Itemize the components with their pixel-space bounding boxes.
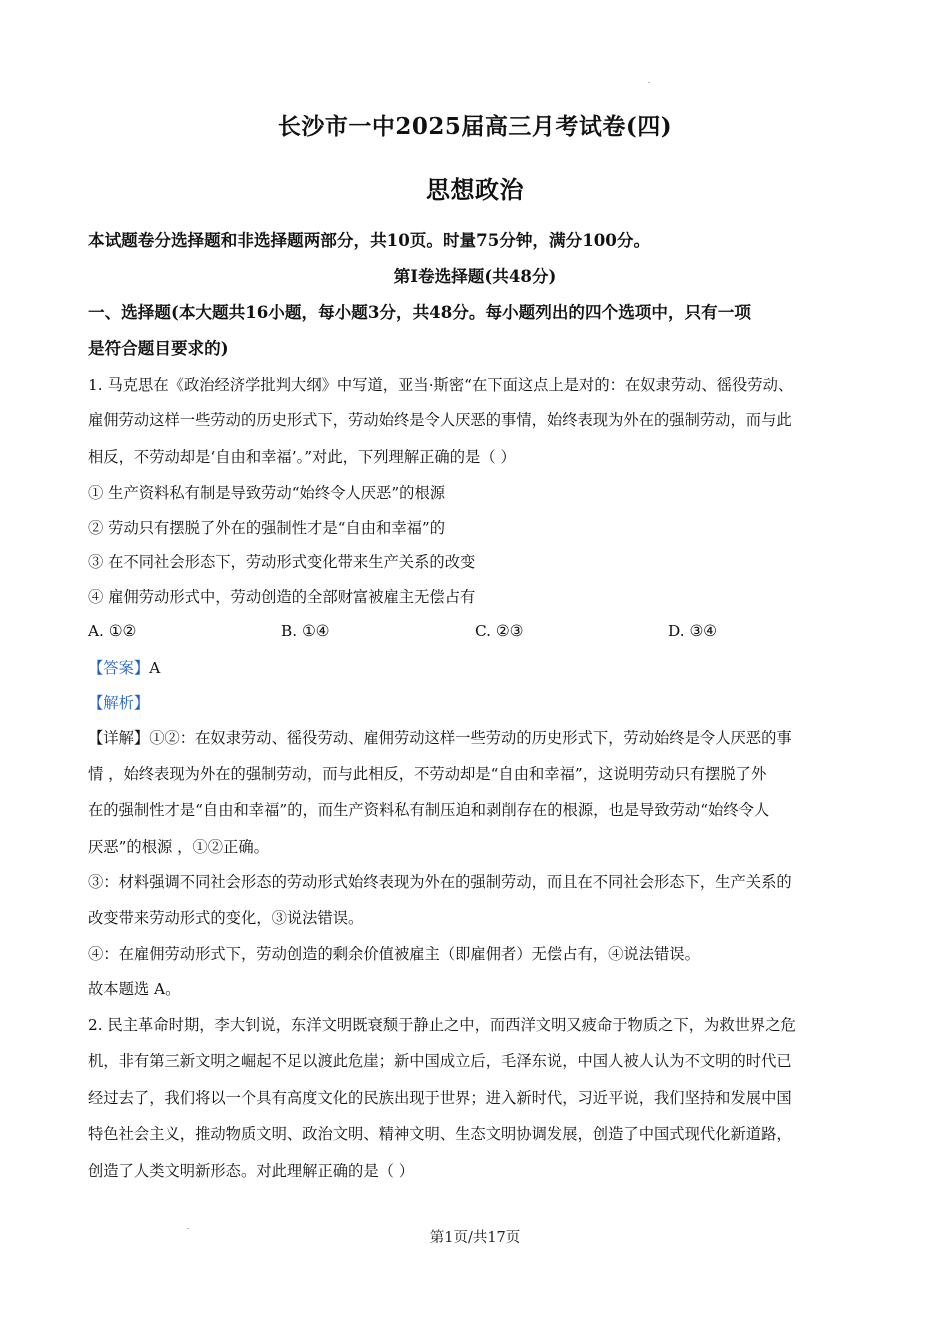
q1-statement: ① 生产资料私有制是导致劳动“始终令人厌恶”的根源 <box>88 484 446 502</box>
q1-statement: ④ 雇佣劳动形式中，劳动创造的全部财富被雇主无偿占有 <box>88 588 476 606</box>
q2-stem-line: 机，非有第三新文明之崛起不足以渡此危崖；新中国成立后，毛泽东说，中国人被人认为不文明的时代已 <box>88 1052 792 1070</box>
volume-title: 第Ⅰ卷选择题(共48分) <box>393 266 557 286</box>
scan-dot <box>648 82 650 83</box>
q1-detail-line: ③：材料强调不同社会形态的劳动形式始终表现为外在的强制劳动，而且在不同社会形态下，生产关系的 <box>88 873 792 891</box>
q2-stem-line: 2. 民主革命时期，李大钊说，东洋文明既衰颓于静止之中，而西洋文明又疲命于物质之下，为救世界之危 <box>88 1016 796 1034</box>
q2-stem-line: 特色社会主义，推动物质文明、政治文明、精神文明、生态文明协调发展，创造了中国式现代化新道路， <box>88 1125 792 1143</box>
section-heading-line1: 一、选择题(本大题共16小题，每小题3分，共48分。每小题列出的四个选项中，只有一项 <box>88 302 751 322</box>
q1-statement: ② 劳动只有摆脱了外在的强制性才是“自由和幸福”的 <box>88 519 446 537</box>
q1-option-d: D. ③④ <box>668 622 717 640</box>
q1-detail-line: 改变带来劳动形式的变化，③说法错误。 <box>88 909 364 927</box>
section-heading-line2: 是符合题目要求的) <box>88 338 229 358</box>
q1-detail-line: 故本题选 A。 <box>88 980 181 998</box>
intro-text: 本试题卷分选择题和非选择题两部分，共10页。时量75分钟，满分100分。 <box>88 230 651 250</box>
exam-title: 长沙市一中2025届高三月考试卷(四) <box>277 113 673 140</box>
q1-analysis-line <box>88 692 878 714</box>
subject-title: 思想政治 <box>426 175 524 204</box>
q1-detail-line: 厌恶”的根源 ，①②正确。 <box>88 838 269 856</box>
q2-stem-line: 创造了人类文明新形态。对此理解正确的是（ ） <box>88 1162 415 1180</box>
q1-option-b: B. ①④ <box>281 622 330 640</box>
q1-detail-line: 在的强制性才是“自由和幸福”的，而生产资料私有制压迫和剥削存在的根源，也是导致劳动“始终令人 <box>88 801 770 819</box>
page-footer: 第1页/共17页 <box>429 1230 521 1246</box>
q1-detail-line <box>88 727 878 749</box>
detail-tag: 【详解】 <box>88 729 150 747</box>
answer-value: A <box>149 659 161 677</box>
q1-option-a: A. ①② <box>88 622 137 640</box>
q2-stem-line: 经过去了，我们将以一个具有高度文化的民族出现于世界；进入新时代，习近平说，我们坚持和发展中国 <box>88 1089 792 1107</box>
q1-detail-line: ④：在雇佣劳动形式下，劳动创造的剩余价值被雇主（即雇佣者）无偿占有，④说法错误。 <box>88 945 700 963</box>
analysis-tag: 【解析】 <box>88 694 150 712</box>
q1-detail-line: 情 ，始终表现为外在的强制劳动，而与此相反，不劳动却是“自由和幸福”，这说明劳动只有摆脱了外 <box>88 765 767 783</box>
answer-tag: 【答案】 <box>88 659 150 677</box>
q1-answer-line <box>88 657 878 679</box>
q1-stem-line: 雇佣劳动这样一些劳动的历史形式下，劳动始终是令人厌恶的事情，始终表现为外在的强制劳动，而与此 <box>88 411 792 429</box>
q1-stem-line: 1. 马克思在《政治经济学批判大纲》中写道，亚当·斯密“在下面这点上是对的：在奴隶劳动、徭役劳动、 <box>88 376 794 394</box>
detail-text: ①②：在奴隶劳动、徭役劳动、雇佣劳动这样一些劳动的历史形式下，劳动始终是令人厌恶的事 <box>149 729 792 747</box>
q1-stem-line: 相反，不劳动却是‘自由和幸福’。”对此，下列理解正确的是（ ） <box>88 448 516 466</box>
q1-option-c: C. ②③ <box>475 622 524 640</box>
q1-statement: ③ 在不同社会形态下，劳动形式变化带来生产关系的改变 <box>88 553 476 571</box>
